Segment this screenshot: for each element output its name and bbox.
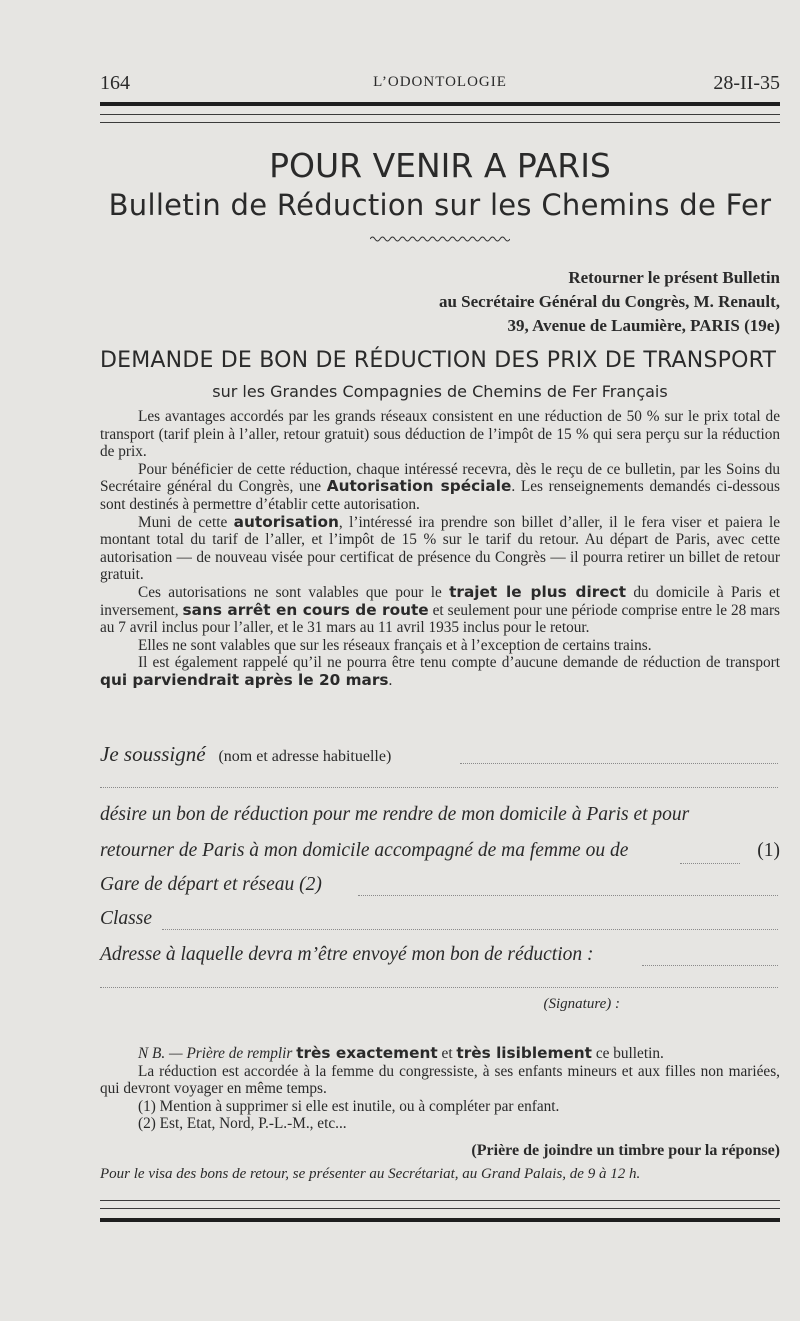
- page-number: 164: [100, 72, 130, 94]
- return-line-2: au Secrétaire Général du Congrès, M. Renault,: [438, 292, 780, 311]
- soussigne-field[interactable]: [460, 762, 778, 764]
- nb-line: N B. — Prière de remplir très exactement et très lisiblement ce bulletin.: [138, 1044, 664, 1062]
- adresse-field[interactable]: [642, 964, 778, 966]
- paragraph: Muni de cette autorisation, l’intéressé ira prendre son billet d’aller, il le fera viser et paiera le montant total du tarif de l’aller, et l’impôt de 15 % sur le tarif du retour. Au départ de Paris, avec cette autorisation — de nouveau visée pour certificat de présence du Congrès — il pourra retirer un billet de retour gratuit.: [100, 512, 780, 584]
- nb-line: (2) Est, Etat, Nord, P.-L.-M., etc...: [138, 1115, 347, 1133]
- footnote-ref-1: (1): [757, 840, 780, 861]
- address-field[interactable]: [100, 786, 778, 788]
- paragraph: Il est également rappelé qu’il ne pourra être tenu compte d’aucune demande de réduction de transport qui parviendrait après le 20 mars.: [100, 654, 780, 689]
- page-title: POUR VENIR A PARIS: [269, 146, 611, 185]
- paragraph: Pour bénéficier de cette réduction, chaque intéressé recevra, dès le reçu de ce bulletin, par les Soins du Secrétaire général du Congrès, une Autorisation spéciale. Les renseignements demandés ci-dessous sont destinés à permettre d’établir cette autorisation.: [100, 460, 781, 513]
- paragraph: Elles ne sont valables que sur les réseaux français et à l’exception de certains trains.: [138, 636, 652, 654]
- body-text: [100, 408, 780, 690]
- wavy-divider: [370, 234, 510, 244]
- section-heading: DEMANDE DE BON DE RÉDUCTION DES PRIX DE TRANSPORT: [100, 348, 777, 373]
- companion-field[interactable]: [680, 862, 740, 864]
- stamp-request: (Prière de joindre un timbre pour la réponse): [471, 1142, 780, 1159]
- classe-field[interactable]: [162, 928, 778, 930]
- soussigne-label: Je soussigné: [100, 742, 206, 766]
- page-header: [100, 72, 780, 96]
- gare-label: Gare de départ et réseau (2): [100, 874, 322, 895]
- nb-line: (1) Mention à supprimer si elle est inutile, ou à compléter par enfant.: [138, 1097, 560, 1115]
- section-subheading: sur les Grandes Compagnies de Chemins de Fer Français: [212, 382, 668, 401]
- journal-title: L’ODONTOLOGIE: [373, 74, 507, 90]
- adresse-label: Adresse à laquelle devra m’être envoyé mon bon de réduction :: [100, 944, 594, 965]
- header-rule-thin: [100, 114, 780, 115]
- issue-date: 28-II-35: [713, 72, 780, 94]
- paragraph: Les avantages accordés par les grands réseaux consistent en une réduction de 50 % sur le prix total de transport (tarif plein à l’aller, retour gratuit) sous déduction de l’impôt de 15 % qui sera perçu sur la réduction de prix.: [100, 408, 780, 461]
- header-rule-thick: [100, 102, 780, 106]
- gare-field[interactable]: [358, 894, 778, 896]
- paragraph: Ces autorisations ne sont valables que pour le trajet le plus direct du domicile à Paris et inversement, sans arrêt en cours de route et seulement pour une période comprise entre le 28 mars au 7 avril inclus pour l’aller, et le 31 mars au 11 avril 1935 inclus pour le retour.: [100, 582, 781, 637]
- return-line-1: Retourner le présent Bulletin: [568, 268, 780, 287]
- form-line-1: désire un bon de réduction pour me rendre de mon domicile à Paris et pour: [100, 804, 690, 825]
- visa-note: Pour le visa des bons de retour, se présenter au Secrétariat, au Grand Palais, de 9 à 12 h.: [100, 1166, 641, 1182]
- return-line-3: 39, Avenue de Laumière, PARIS (19e): [507, 316, 780, 335]
- signature-label: (Signature) :: [543, 996, 620, 1012]
- footer-rule-thick: [100, 1218, 780, 1222]
- notes-block: [100, 1045, 780, 1133]
- soussigne-hint: (nom et adresse habituelle): [218, 748, 392, 765]
- form-line-2: retourner de Paris à mon domicile accompagné de ma femme ou de (1): [100, 840, 780, 861]
- footer-rule-thin: [100, 1200, 780, 1201]
- header-rule-thin-2: [100, 122, 780, 123]
- page-subtitle: Bulletin de Réduction sur les Chemins de Fer: [108, 188, 772, 222]
- classe-label: Classe: [100, 908, 153, 929]
- footer-rule-thin-2: [100, 1208, 780, 1209]
- adresse-field-2[interactable]: [100, 986, 778, 988]
- nb-line: La réduction est accordée à la femme du congressiste, à ses enfants mineurs et aux filles non mariées, qui devront voyager en même temps.: [100, 1062, 780, 1098]
